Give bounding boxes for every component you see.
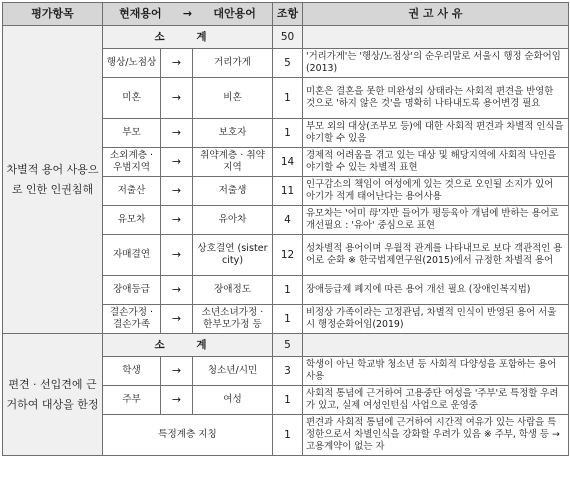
reason: '거리가게'는 '행상/노점상'의 순우리말로 서울시 행정 순화어임(2013) <box>303 49 569 78</box>
reason: 미혼은 결혼을 못한 미완성의 상태라는 사회적 편견을 반영한 것으로 '하지 않은 것'을 명확히 나타내도록 용어변경 필요 <box>303 78 569 119</box>
header-category: 평가항목 <box>3 3 103 26</box>
arrow: → <box>161 177 193 206</box>
arrow: → <box>161 276 193 305</box>
alternative-term: 소년소녀가정 · 한부모가정 등 <box>193 305 273 334</box>
current-term: 저출산 <box>103 177 161 206</box>
current-term: 유모차 <box>103 206 161 235</box>
article-count: 3 <box>273 357 303 386</box>
subtotal-label: 소 계 <box>103 26 273 49</box>
header-arrow: → <box>182 7 193 20</box>
subtotal-value: 5 <box>273 334 303 357</box>
category-cell: 편견 · 선입견에 근거하여 대상을 한정 <box>3 334 103 456</box>
article-count: 4 <box>273 206 303 235</box>
alternative-term: 거리가게 <box>193 49 273 78</box>
category-cell: 차별적 용어 사용으로 인한 인권침해 <box>3 26 103 334</box>
alternative-term: 취약계층 · 취약지역 <box>193 148 273 177</box>
article-count: 12 <box>273 235 303 276</box>
arrow: → <box>161 305 193 334</box>
arrow: → <box>161 119 193 148</box>
current-term: 주부 <box>103 386 161 415</box>
current-term: 행상/노점상 <box>103 49 161 78</box>
current-term: 자매결연 <box>103 235 161 276</box>
article-count: 1 <box>273 305 303 334</box>
article-count: 5 <box>273 49 303 78</box>
alternative-term: 저출생 <box>193 177 273 206</box>
header-alternative-term: 대안용어 <box>213 7 256 20</box>
subtotal-reason-empty <box>303 334 569 357</box>
reason: 인구감소의 책임이 여성에게 있는 것으로 오인될 소지가 있어 아기가 적게 태어난다는 용어사용 <box>303 177 569 206</box>
subtotal-row <box>3 26 569 49</box>
header-count: 조항 <box>273 3 303 26</box>
subtotal-label: 소 계 <box>103 334 273 357</box>
reason: 비정상 가족이라는 고정관념, 차별적 인식이 반영된 용어 서울시 행정순화어임(2019) <box>303 305 569 334</box>
article-count: 14 <box>273 148 303 177</box>
current-term: 미혼 <box>103 78 161 119</box>
reason: 학생이 아닌 학교밖 청소년 등 사회적 다양성을 포함하는 용어 사용 <box>303 357 569 386</box>
arrow: → <box>161 386 193 415</box>
arrow: → <box>161 148 193 177</box>
subtotal-reason-empty <box>303 26 569 49</box>
header-terms <box>103 3 273 26</box>
reason: 유모차는 '어미 母'자만 들어가 평등육아 개념에 반하는 용어로 개선필요 : '유아' 중심으로 표현 <box>303 206 569 235</box>
header-current-term: 현재용어 <box>119 7 162 20</box>
merged-term: 특정계층 지칭 <box>103 415 273 456</box>
reason: 편견과 사회적 통념에 근거하여 시간적 여유가 있는 사람을 특정한으로서 차별인식을 강화할 우려가 있음 ※ 주부, 학생 등 → 고용계약이 없는 자 <box>303 415 569 456</box>
article-count: 1 <box>273 386 303 415</box>
reason: 성차별적 용어이며 우월적 관계를 나타내므로 보다 객관적인 용어로 순화 ※ 한국법제연구원(2015)에서 규정한 차별적 용어 <box>303 235 569 276</box>
arrow: → <box>161 78 193 119</box>
alternative-term: 보호자 <box>193 119 273 148</box>
reason: 경제적 어려움을 겪고 있는 대상 및 해당지역에 사회적 낙인을 야기할 수 있는 차별적 표현 <box>303 148 569 177</box>
article-count: 11 <box>273 177 303 206</box>
recommendation-table <box>2 2 569 456</box>
header-reason: 권 고 사 유 <box>303 3 569 26</box>
current-term: 학생 <box>103 357 161 386</box>
arrow: → <box>161 206 193 235</box>
reason: 장애등급제 폐지에 따른 용어 개선 필요 (장애인복지법) <box>303 276 569 305</box>
alternative-term: 상호결연 (sister city) <box>193 235 273 276</box>
reason: 부모 외의 대상(조부모 등)에 대한 사회적 편견과 차별적 인식을 야기할 수 있음 <box>303 119 569 148</box>
reason: 사회적 통념에 근거하여 고용중단 여성을 '주부'로 특정할 우려가 있고, 실제 여성인턴십 사업으로 운영중 <box>303 386 569 415</box>
article-count: 1 <box>273 415 303 456</box>
current-term: 부모 <box>103 119 161 148</box>
current-term: 소외계층 · 우범지역 <box>103 148 161 177</box>
alternative-term: 청소년/시민 <box>193 357 273 386</box>
article-count: 1 <box>273 78 303 119</box>
alternative-term: 비혼 <box>193 78 273 119</box>
article-count: 1 <box>273 276 303 305</box>
current-term: 결손가정 · 결손가족 <box>103 305 161 334</box>
arrow: → <box>161 235 193 276</box>
alternative-term: 여성 <box>193 386 273 415</box>
article-count: 1 <box>273 119 303 148</box>
arrow: → <box>161 357 193 386</box>
subtotal-row <box>3 334 569 357</box>
current-term: 장애등급 <box>103 276 161 305</box>
header-row <box>3 3 569 26</box>
subtotal-value: 50 <box>273 26 303 49</box>
alternative-term: 유아차 <box>193 206 273 235</box>
alternative-term: 장애정도 <box>193 276 273 305</box>
arrow: → <box>161 49 193 78</box>
